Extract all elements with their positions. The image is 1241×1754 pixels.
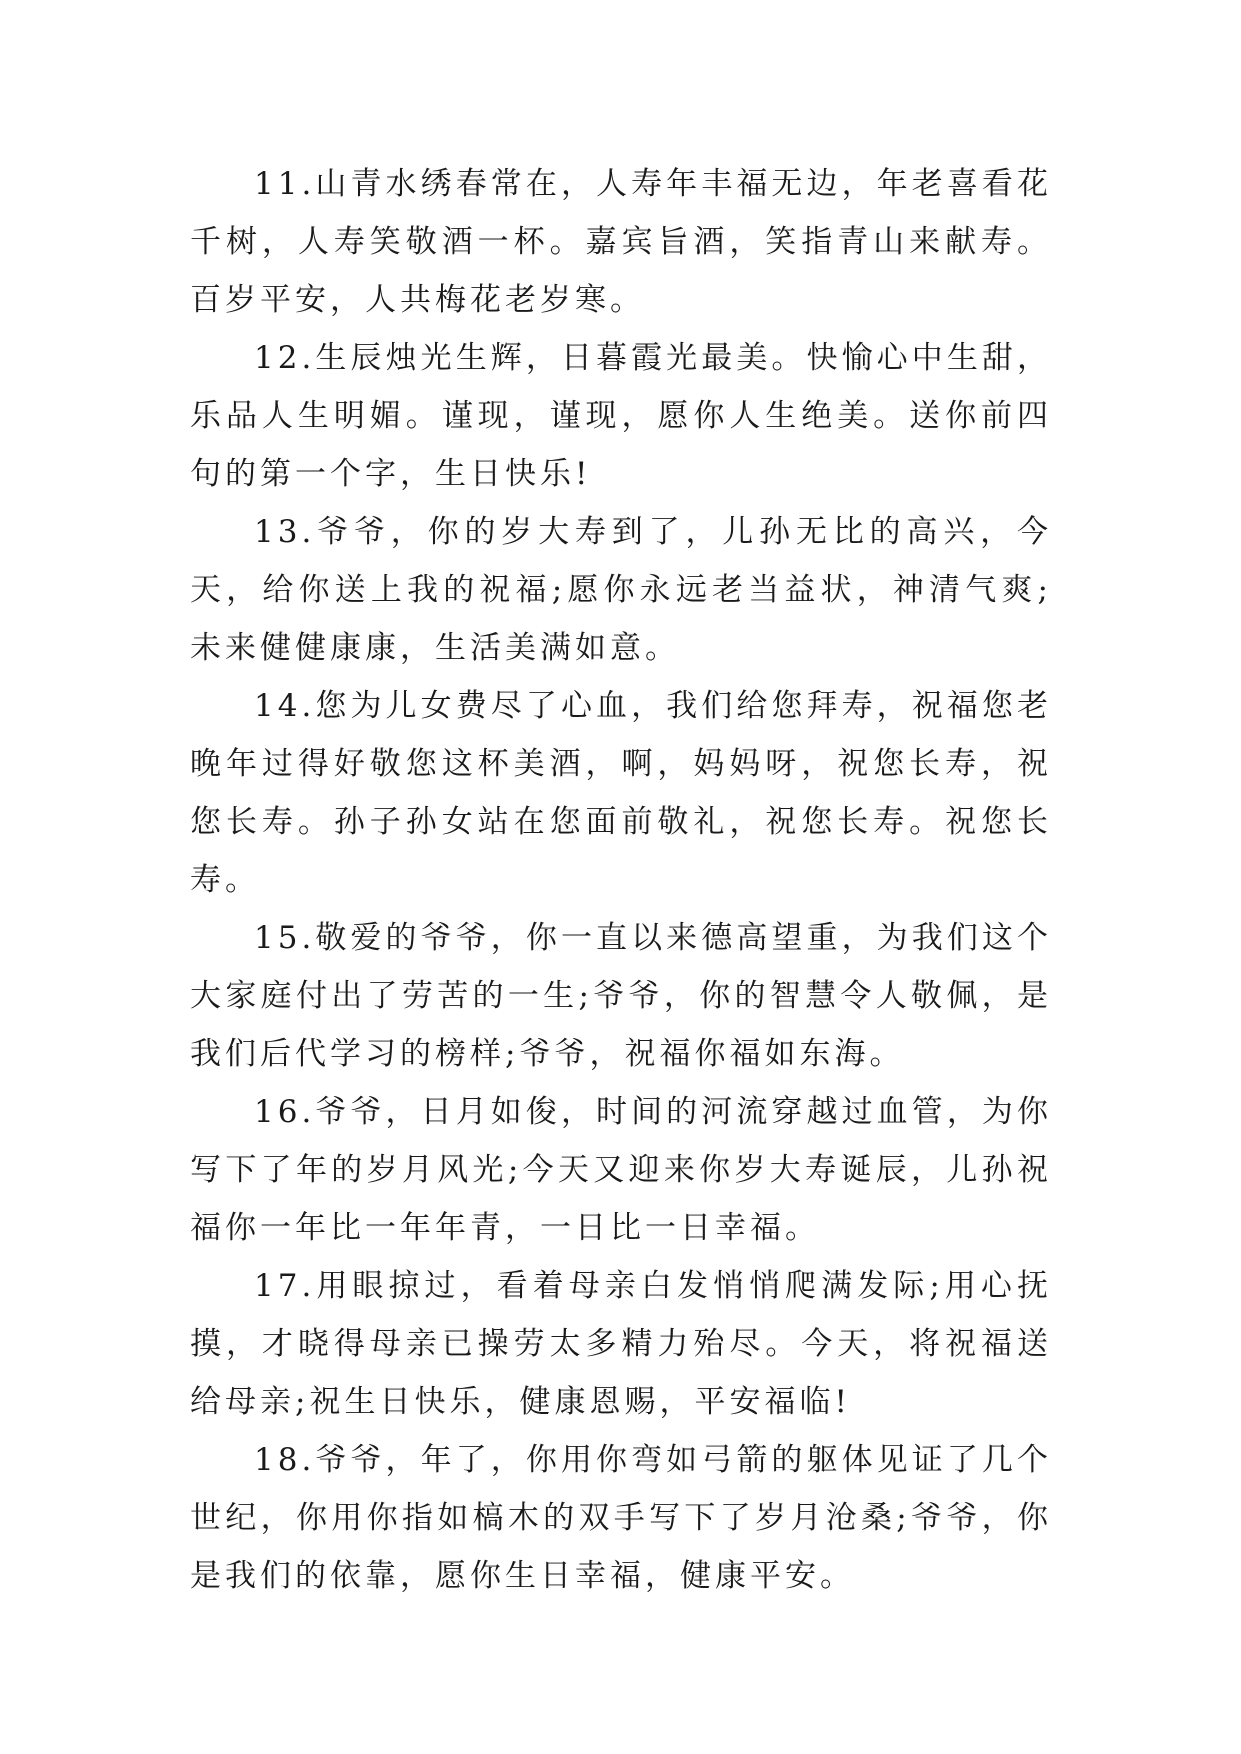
paragraph-15: 15.敬爱的爷爷，你一直以来德高望重，为我们这个大家庭付出了劳苦的一生;爷爷，你的智慧令人敬佩，是我们后代学习的榜样;爷爷，祝福你福如东海。 bbox=[190, 920, 1052, 1072]
paragraph-17: 17.用眼掠过，看着母亲白发悄悄爬满发际;用心抚摸，才晓得母亲已操劳太多精力殆尽。今天，将祝福送给母亲;祝生日快乐，健康恩赐，平安福临! bbox=[190, 1268, 1052, 1420]
paragraph-18: 18.爷爷，年了，你用你弯如弓箭的躯体见证了几个世纪，你用你指如槁木的双手写下了岁月沧桑;爷爷，你是我们的依靠，愿你生日幸福，健康平安。 bbox=[190, 1442, 1052, 1594]
paragraph-13: 13.爷爷，你的岁大寿到了，儿孙无比的高兴，今天，给你送上我的祝福;愿你永远老当益状，神清气爽;未来健健康康，生活美满如意。 bbox=[190, 514, 1052, 666]
paragraph-16: 16.爷爷，日月如俊，时间的河流穿越过血管，为你写下了年的岁月风光;今天又迎来你岁大寿诞辰，儿孙祝福你一年比一年年青，一日比一日幸福。 bbox=[190, 1094, 1052, 1246]
document-body bbox=[190, 155, 1052, 1605]
paragraph-14: 14.您为儿女费尽了心血，我们给您拜寿，祝福您老晚年过得好敬您这杯美酒，啊，妈妈呀，祝您长寿，祝您长寿。孙子孙女站在您面前敬礼，祝您长寿。祝您长寿。 bbox=[190, 688, 1052, 898]
paragraph-11: 11.山青水绣春常在，人寿年丰福无边，年老喜看花千树，人寿笑敬酒一杯。嘉宾旨酒，笑指青山来献寿。百岁平安，人共梅花老岁寒。 bbox=[190, 166, 1052, 318]
paragraph-12: 12.生辰烛光生辉，日暮霞光最美。快愉心中生甜，乐品人生明媚。谨现，谨现，愿你人生绝美。送你前四句的第一个字，生日快乐! bbox=[190, 340, 1052, 492]
